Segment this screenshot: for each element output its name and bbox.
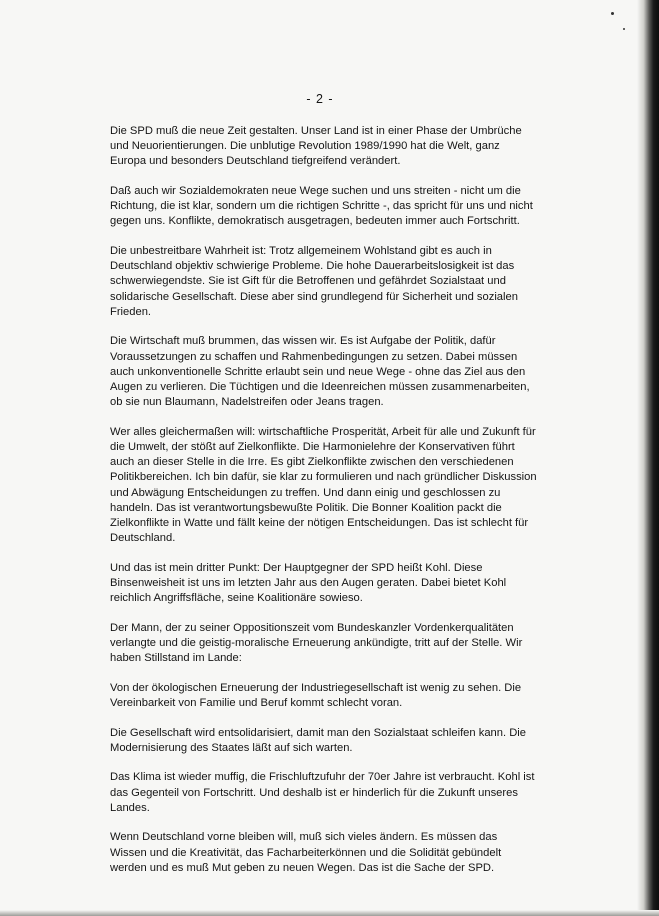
scan-edge-bottom: [0, 910, 659, 916]
text-line: und Neuorientierungen. Die unblutige Revolution 1989/1990 hat die Welt, ganz: [110, 140, 500, 153]
text-line: auch unkonventionelle Schritte erlaubt sein und neue Wege - ohne das Ziel aus den: [110, 365, 526, 378]
text-line: Modernisierung des Staates läßt auf sich warten.: [110, 741, 353, 754]
letter-body: [110, 124, 542, 890]
text-line: Richtung, die ist klar, sondern um die richtigen Schritte -, das spricht für uns und nicht: [110, 200, 533, 213]
text-line: Die Wirtschaft muß brummen, das wissen wir. Es ist Aufgabe der Politik, dafür: [110, 335, 496, 348]
paragraph: [110, 425, 542, 547]
text-line: haben Stillstand im Lande:: [110, 652, 242, 665]
text-line: Daß auch wir Sozialdemokraten neue Wege suchen und uns streiten - nicht um die: [110, 185, 521, 197]
text-line: Deutschland objektiv schwierige Probleme. Die hohe Dauerarbeitslosigkeit ist das: [110, 260, 515, 273]
text-line: Die SPD muß die neue Zeit gestalten. Unser Land ist in einer Phase der Umbrüche: [110, 125, 522, 137]
text-line: Landes.: [110, 801, 150, 814]
paragraph: [110, 124, 542, 170]
text-line: und Abwägung Entscheidungen zu treffen. Und dann einig und geschlossen zu: [110, 486, 501, 499]
text-line: schwerwiegendste. Sie ist Gift für die Betroffenen und gefährdet Sozialstaat und: [110, 275, 506, 288]
paragraph: [110, 681, 542, 711]
text-line: Deutschland.: [110, 532, 176, 545]
paragraph: [110, 184, 542, 230]
paragraph: [110, 726, 542, 756]
text-line: Der Mann, der zu seiner Oppositionszeit vom Bundeskanzler Vordenkerqualitäten: [110, 621, 514, 634]
scan-speck: [623, 28, 625, 30]
text-line: Augen zu verlieren. Die Tüchtigen und die Ideenreichen müssen zusammenarbeiten,: [110, 381, 530, 394]
text-line: Und das ist mein dritter Punkt: Der Hauptgegner der SPD heißt Kohl. Diese: [110, 561, 483, 574]
text-line: Das Klima ist wieder muffig, die Frischluftzufuhr der 70er Jahre ist verbraucht. Kohl ist: [110, 771, 535, 784]
text-line: Frieden.: [110, 305, 152, 318]
paragraph: [110, 621, 542, 667]
text-line: Die unbestreitbare Wahrheit ist: Trotz allgemeinem Wohlstand gibt es auch in: [110, 245, 492, 257]
text-line: ob sie nun Blaumann, Nadelstreifen oder Jeans tragen.: [110, 396, 384, 409]
text-line: Wer alles gleichermaßen will: wirtschaftliche Prosperität, Arbeit für alle und Zukunft für: [110, 425, 536, 438]
scan-speck: [611, 12, 614, 15]
text-line: Von der ökologischen Erneuerung der Industriegesellschaft ist wenig zu sehen. Die: [110, 681, 522, 694]
text-line: Die Gesellschaft wird entsolidarisiert, damit man den Sozialstaat schleifen kann. Die: [110, 726, 526, 739]
text-line: Voraussetzungen zu schaffen und Rahmenbedingungen zu setzen. Dabei müssen: [110, 350, 518, 363]
text-line: verlangte und die geistig-moralische Erneuerung ankündigte, tritt auf der Stelle. Wir: [110, 637, 523, 650]
page-number: - 2 -: [306, 92, 334, 106]
text-line: reichlich Angriffsfläche, seine Koalitionäre sowieso.: [110, 592, 363, 605]
text-line: Binsenweisheit ist uns im letzten Jahr aus den Augen geraten. Dabei bietet Kohl: [110, 577, 507, 590]
scan-edge-right: [637, 0, 659, 916]
paragraph: [110, 830, 542, 876]
text-line: Wenn Deutschland vorne bleiben will, muß sich vieles ändern. Es müssen das: [110, 831, 498, 844]
text-line: das Gegenteil von Fortschritt. Und deshalb ist er hinderlich für die Zukunft unseres: [110, 786, 518, 799]
paragraph: [110, 561, 542, 607]
text-line: Vereinbarkeit von Familie und Beruf kommt schlecht voran.: [110, 697, 403, 710]
text-line: werden und es muß Mut geben zu neuen Wegen. Das ist die Sache der SPD.: [110, 861, 495, 874]
text-line: Wissen und die Kreativität, das Facharbeiterkönnen und die Solidität gebündelt: [110, 846, 502, 859]
text-line: auch an dieser Stelle in die Irre. Es gibt Zielkonflikte zwischen den verschiedenen: [110, 456, 514, 469]
text-line: Zielkonflikte in Watte und fällt keine der nötigen Entscheidungen. Das ist schlecht für: [110, 517, 529, 530]
text-line: die Umwelt, der stößt auf Zielkonflikte. Die Harmonielehre der Konservativen führt: [110, 441, 515, 454]
text-line: gegen uns. Konflikte, demokratisch ausgetragen, bedeuten immer auch Fortschritt.: [110, 215, 520, 228]
text-line: handeln. Das ist verantwortungsbewußte Politik. Die Bonner Koalition packt die: [110, 501, 502, 514]
paragraph: [110, 334, 542, 410]
text-line: solidarische Gesellschaft. Diese aber sind grundlegend für Sicherheit und sozialen: [110, 290, 518, 303]
text-line: Politikbereichen. Ich bin dafür, sie klar zu formulieren und nach gründlicher Diskussion: [110, 471, 537, 484]
text-line: Europa und besonders Deutschland tiefgreifend verändert.: [110, 155, 401, 168]
paragraph: [110, 770, 542, 816]
paragraph: [110, 244, 542, 320]
